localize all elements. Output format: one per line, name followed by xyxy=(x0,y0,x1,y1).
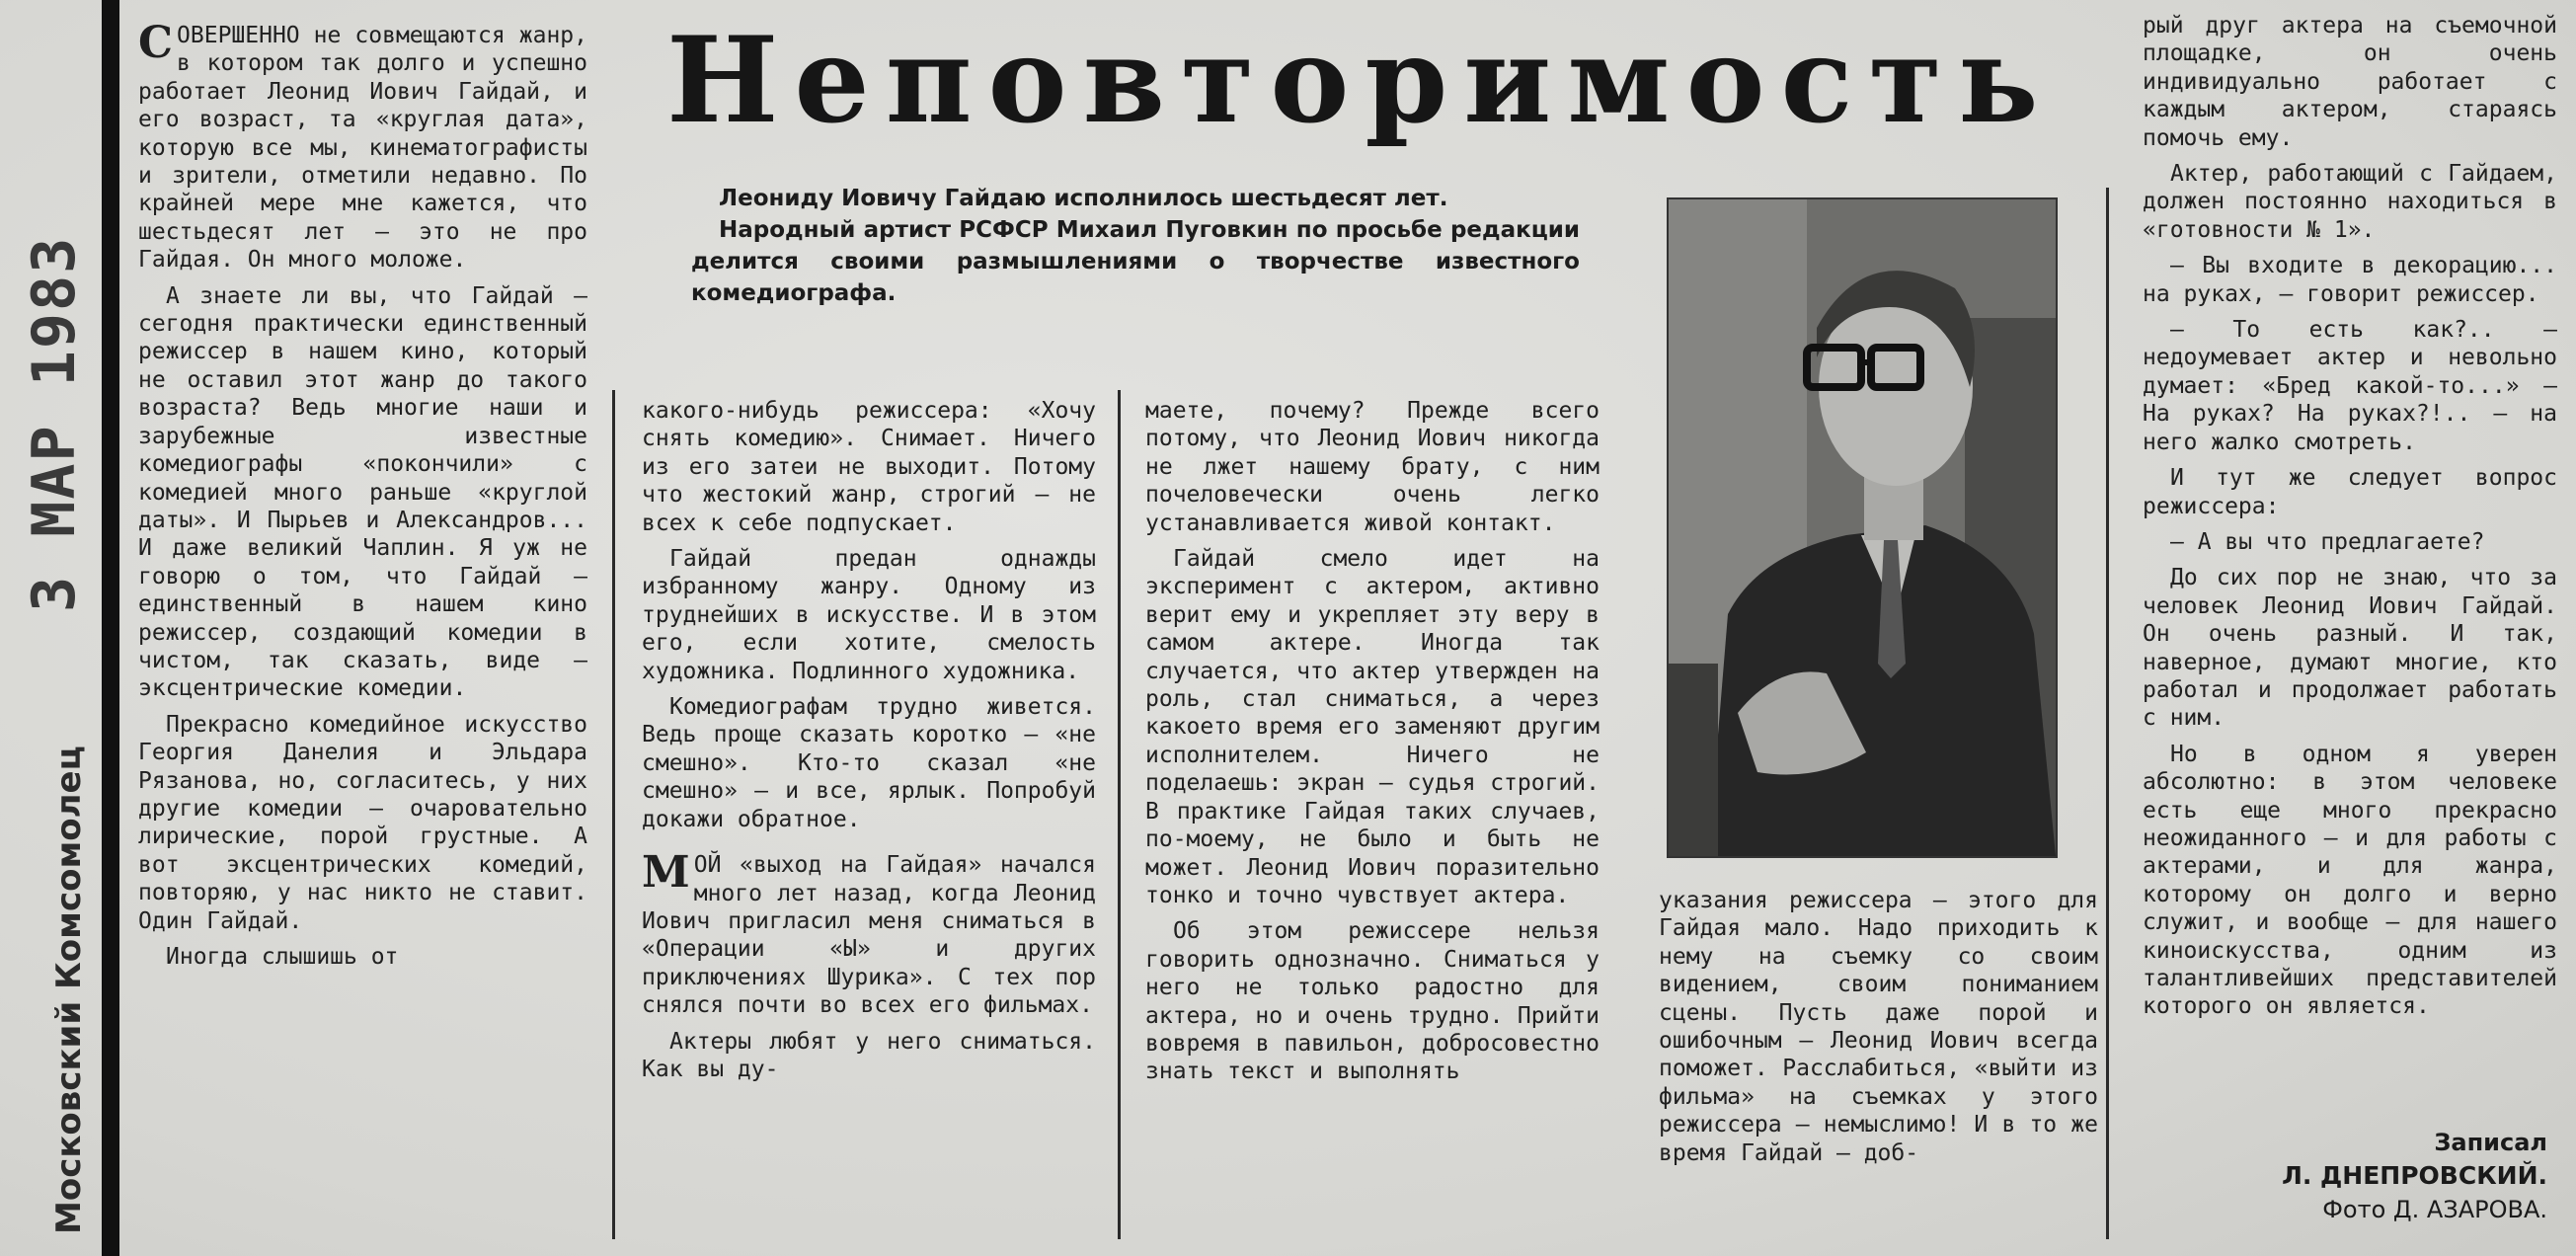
paragraph: Но в одном я уверен абсолютно: в этом человеке есть еще много прекрасно неожиданного — и для работы с актерами, и для жанра, которому он долго и верно служит, и вообще — для нашего киноискусства, одним из талантливейших представителей которого он является. xyxy=(2143,741,2557,1020)
recorded-by-label: Записал xyxy=(2434,1129,2547,1156)
article-credits xyxy=(2133,1126,2547,1226)
column-divider-thick xyxy=(102,0,119,1256)
paragraph: Прекрасно комедийное искусство Георгия Данелия и Эльдара Рязанова, но, согласитесь, у них другие комедии — очаровательно лирические, порой грустные. А вот эксцентрических комедий, повторяю, у нас никто не ставит. Один Гайдай. xyxy=(138,711,587,934)
author-name: Л. ДНЕПРОВСКИЙ. xyxy=(2282,1161,2547,1190)
column-divider xyxy=(1118,390,1121,1239)
paragraph: рый друг актера на съемочной площадке, он очень индивидуально работает с каждым актером, стараясь помочь ему. xyxy=(2143,13,2557,151)
drop-cap: С xyxy=(138,22,174,68)
paragraph: До сих пор не знаю, что за человек Леонид Иович Гайдай. Он очень разный. И так, наверное, думают многие, кто работал и продолжает работать с ним. xyxy=(2143,565,2557,732)
lead-paragraph-2: Народный артист РСФСР Михаил Пуговкин по просьбе редакции делится своими размышлениями о творчестве известного комедиографа. xyxy=(691,217,1580,306)
newspaper-masthead: Московский Комсомолец xyxy=(49,746,89,1234)
article-headline: Неповторимость xyxy=(666,11,2055,150)
portrait-photo xyxy=(1667,197,2058,858)
lead-paragraph-1: Леониду Иовичу Гайдаю исполнилось шестьдесят лет. xyxy=(719,186,1448,211)
column-divider xyxy=(612,390,615,1239)
article-column-2 xyxy=(642,397,1096,1246)
column-divider xyxy=(2106,188,2109,1239)
paragraph: Гайдай предан однажды избранному жанру. Одному из труднейших в искусстве. И в этом его, если хотите, смелость художника. Подлинного художника. xyxy=(642,546,1096,684)
paragraph: — А вы что предлагаете? xyxy=(2170,528,2485,555)
paragraph: МОЙ «выход на Гайдая» начался много лет назад, когда Леонид Иович пригласил меня сниматься в «Операции «Ы» и других приключениях Шурика». С тех пор снялся почти во всех его фильмах. xyxy=(642,847,1096,1019)
article-column-5 xyxy=(2143,12,2557,1123)
paragraph: Иногда слышишь от xyxy=(166,944,399,970)
portrait-illustration xyxy=(1669,199,2056,856)
paragraph: СОВЕРШЕННО не совмещаются жанр, в котором так долго и успешно работает Леонид Иович Гайдай, и его возраст, та «круглая дата», которую все мы, кинематографисты и зрители, отметили недавно. По крайней мере мне кажется, что шестьдесят лет — это не про Гайдая. Он много моложе. xyxy=(138,22,587,274)
photo-credit: Фото Д. АЗАРОВА. xyxy=(2322,1196,2547,1223)
paragraph: Актеры любят у него сниматься. Как вы ду- xyxy=(642,1028,1096,1082)
paragraph: А знаете ли вы, что Гайдай — сегодня практически единственный режиссер в нашем кино, который не оставил этот жанр до такого возраста? Ведь многие наши и зарубежные известные комедиографы «покончили» с комедией много раньше «круглой даты». И Пырьев и Александров... И даже великий Чаплин. Я уж не говорю о том, что Гайдай — единственный в нашем кино режиссер, создающий комедии в чистом, так сказать, виде — эксцентрические комедии. xyxy=(138,282,587,702)
paragraph: какого-нибудь режиссера: «Хочу снять комедию». Снимает. Ничего из его затеи не выходит. Потому что жестокий жанр, строгий — не всех к себе подпускает. xyxy=(642,398,1096,536)
paragraph: Актер, работающий с Гайдаем, должен постоянно находиться в «готовности № 1». xyxy=(2143,161,2557,243)
paragraph: маете, почему? Прежде всего потому, что Леонид Иович никогда не лжет нашему брату, с ним почеловечески очень легко устанавливается живой контакт. xyxy=(1145,398,1600,536)
paragraph: Об этом режиссере нельзя говорить однозначно. Сниматься у него не только радостно для актера, но и очень трудно. Прийти вовремя в павильон, добросовестно знать текст и выполнять xyxy=(1145,918,1600,1085)
article-column-4 xyxy=(1659,887,2098,1246)
paragraph: — Вы входите в декорацию... на руках, — говорит режиссер. xyxy=(2143,253,2557,307)
paragraph: Гайдай смело идет на эксперимент с актером, активно верит ему и укрепляет эту веру в самом актере. Иногда так случается, что актер утвержден на роль, стал сниматься, а через какоето время его заменяют другим исполнителем. Ничего не поделаешь: экран — судья строгий. В практике Гайдая таких случаев, по-моему, не было и быть не может. Леонид Иович поразительно тонко и точно чувствует актера. xyxy=(1145,546,1600,908)
paragraph: И тут же следует вопрос режиссера: xyxy=(2143,465,2557,519)
paragraph: Комедиографам трудно живется. Ведь проще сказать коротко — «не смешно». Кто-то сказал «не смешно» — и все, ярлык. Попробуй докажи обратное. xyxy=(642,694,1096,832)
date-stamp-strip xyxy=(0,0,99,1256)
paragraph: — То есть как?.. — недоумевает актер и невольно думает: «Бред какой-то...» — На руках? На руках?!.. — на него жалко смотреть. xyxy=(2143,317,2557,455)
paragraph: указания режиссера — этого для Гайдая мало. Надо приходить к нему на съемку со своим видением, своим пониманием сцены. Пусть даже порой и ошибочным — Леонид Иович всегда поможет. Расслабиться, «выйти из фильма» на съемках у этого режиссера — немыслимо! И в то же время Гайдай — доб- xyxy=(1659,888,2098,1166)
article-column-3 xyxy=(1145,397,1600,1246)
article-column-1 xyxy=(138,22,587,1246)
drop-cap: М xyxy=(642,847,690,899)
article-lead xyxy=(691,183,1580,309)
date-stamp: 3 МАР 1983 xyxy=(20,235,89,612)
